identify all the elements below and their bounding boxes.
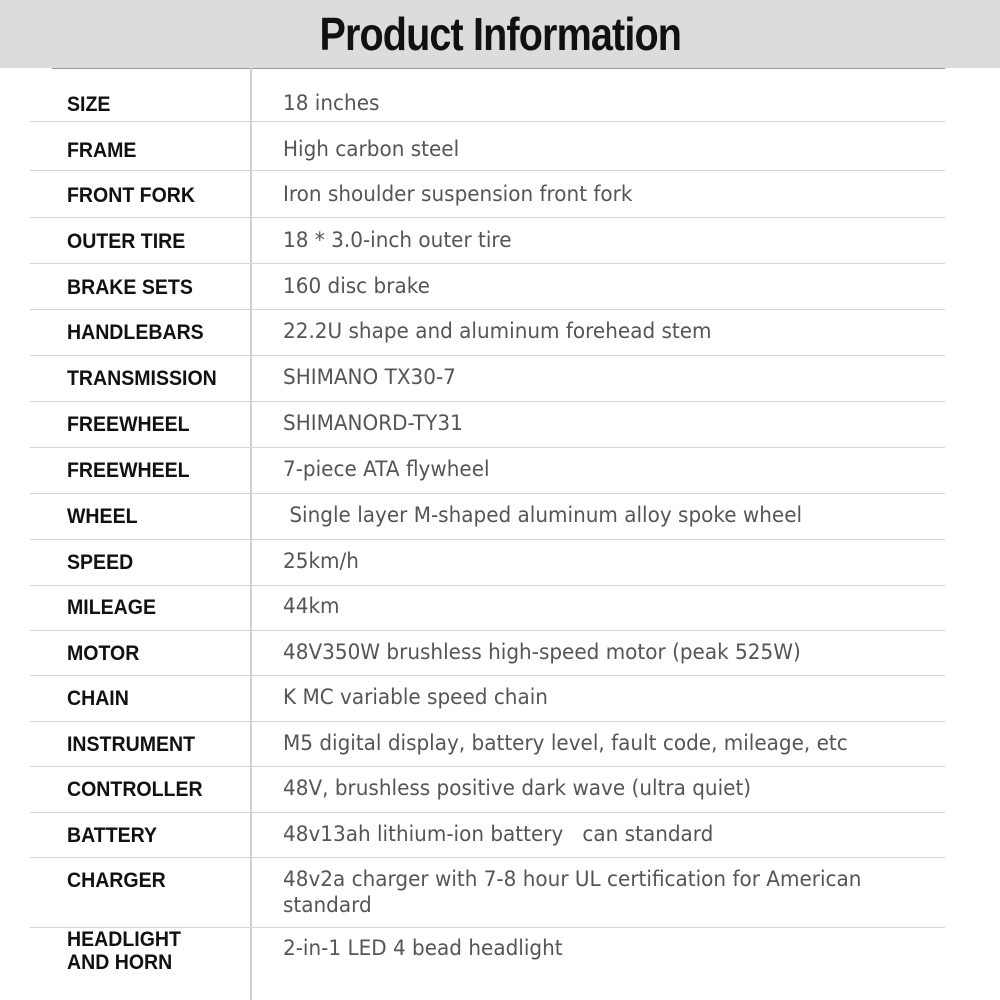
spec-label: FRONT FORK xyxy=(67,184,196,207)
spec-label: INSTRUMENT xyxy=(67,733,196,756)
spec-value: 2-in-1 LED 4 bead headlight xyxy=(283,936,563,961)
row-divider xyxy=(30,121,945,122)
spec-label: MILEAGE xyxy=(67,596,156,619)
spec-label: FREEWHEEL xyxy=(67,459,190,482)
spec-label: BATTERY xyxy=(67,824,158,847)
row-divider xyxy=(30,217,945,218)
spec-value: 25km/h xyxy=(283,549,359,574)
spec-label: WHEEL xyxy=(67,505,138,528)
row-divider xyxy=(30,447,945,448)
spec-value: Single layer M-shaped aluminum alloy spoke wheel xyxy=(283,503,803,528)
page-title: Product Information xyxy=(319,8,681,60)
spec-label: SIZE xyxy=(67,93,111,116)
row-divider xyxy=(30,721,945,722)
row-divider xyxy=(30,401,945,402)
spec-label: MOTOR xyxy=(67,642,140,665)
spec-value: 48V350W brushless high-speed motor (peak 525W) xyxy=(283,640,801,665)
spec-label: BRAKE SETS xyxy=(67,276,193,299)
spec-value: 48V, brushless positive dark wave (ultra quiet) xyxy=(283,776,752,801)
row-divider xyxy=(30,170,945,171)
spec-value: 44km xyxy=(283,594,340,619)
spec-value: Iron shoulder suspension front fork xyxy=(283,182,633,207)
spec-value: 18 inches xyxy=(283,91,380,116)
row-divider xyxy=(30,539,945,540)
spec-label: OUTER TIRE xyxy=(67,230,186,253)
row-divider xyxy=(30,812,945,813)
row-divider xyxy=(30,675,945,676)
row-divider xyxy=(30,630,945,631)
row-divider xyxy=(30,927,945,928)
spec-value: 48v2a charger with 7-8 hour UL certification for American standard xyxy=(283,867,868,918)
spec-label: HANDLEBARS xyxy=(67,321,204,344)
spec-value: 160 disc brake xyxy=(283,274,430,299)
spec-label: CONTROLLER xyxy=(67,778,203,801)
spec-value: 7-piece ATA flywheel xyxy=(283,457,490,482)
row-divider xyxy=(30,263,945,264)
spec-value: High carbon steel xyxy=(283,137,460,162)
spec-value: K MC variable speed chain xyxy=(283,685,548,710)
row-divider xyxy=(30,493,945,494)
spec-label: FRAME xyxy=(67,139,137,162)
spec-value: 22.2U shape and aluminum forehead stem xyxy=(283,319,712,344)
spec-label: FREEWHEEL xyxy=(67,413,190,436)
spec-value: SHIMANO TX30-7 xyxy=(283,365,456,390)
spec-label: CHARGER xyxy=(67,869,166,892)
spec-label: TRANSMISSION xyxy=(67,367,217,390)
spec-value: SHIMANORD-TY31 xyxy=(283,411,463,436)
spec-value: 48v13ah lithium-ion battery can standard xyxy=(283,822,714,847)
spec-value: M5 digital display, battery level, fault code, mileage, etc xyxy=(283,731,848,756)
row-divider xyxy=(30,585,945,586)
spec-value: 18 * 3.0-inch outer tire xyxy=(283,228,512,253)
row-divider xyxy=(30,309,945,310)
spec-label: CHAIN xyxy=(67,687,129,710)
spec-label: SPEED xyxy=(67,551,134,574)
spec-label: HEADLIGHT AND HORN xyxy=(67,928,181,974)
row-divider xyxy=(30,857,945,858)
row-divider xyxy=(30,355,945,356)
row-divider xyxy=(30,766,945,767)
